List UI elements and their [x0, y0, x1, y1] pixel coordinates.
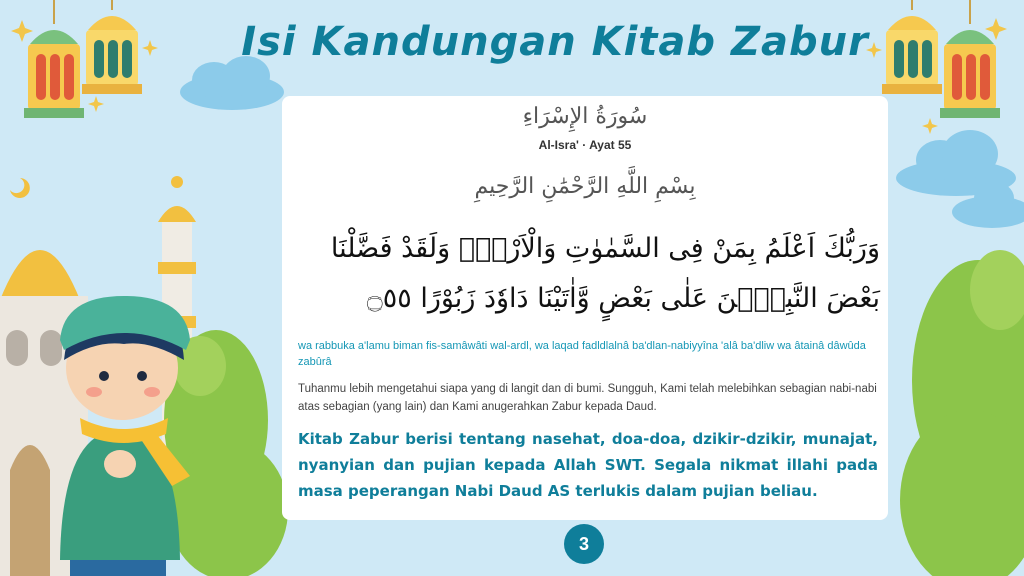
cloud-icon	[896, 130, 1024, 228]
verse-card	[282, 96, 888, 520]
surah-name-calligraphy: سُورَةُ الإِسْرَاءِ	[522, 104, 648, 129]
transliteration: wa rabbuka a'lamu biman fis-samâwâti wal-ardl, wa laqad fadldlalnâ ba'dlan-nabiyyîna 'alâ ba'dliw wa âtainâ dâwûda zabûrâ	[298, 340, 866, 368]
translation: Tuhanmu lebih mengetahui siapa yang di langit dan di bumi. Sungguh, Kami telah melebihkan sebagian nabi-nabi atas sebagian (yang lain) dan Kami anugerahkan Zabur kepada Daud.	[298, 383, 877, 413]
lantern-icon	[882, 0, 942, 94]
slide-title: Isi Kandungan Kitab Zabur	[241, 19, 869, 65]
tree-illustration	[900, 250, 1024, 576]
lantern-icon	[940, 0, 1000, 118]
page-number-badge: 3	[564, 524, 604, 564]
summary-text: Kitab Zabur berisi tentang nasehat, doa-doa, dzikir-dzikir, munajat, nyanyian dan pujian kepada Allah SWT. Segala nikmat illahi pada masa peperangan Nabi Daud AS terlukis dalam pujian beliau.	[298, 430, 878, 500]
lantern-icon	[82, 0, 142, 94]
lantern-icon	[24, 0, 84, 118]
arabic-verse: وَرَبُّكَ اَعْلَمُ بِمَنْ فِى السَّمٰوٰتِ وَالْاَرْضِۗ وَلَقَدْ فَضَّلْنَا بَعْضَ النَّبِيّٖنَ عَلٰى بَعْضٍ وَّاٰتَيْنَا دَاوٗدَ زَبُوْرًا ۝٥٥	[330, 233, 880, 314]
basmala: بِسْمِ اللَّهِ الرَّحْمَٰنِ الرَّحِيمِ	[474, 174, 696, 199]
tree-illustration	[164, 330, 288, 576]
surah-label: Al-Isra' · Ayat 55	[538, 138, 632, 152]
